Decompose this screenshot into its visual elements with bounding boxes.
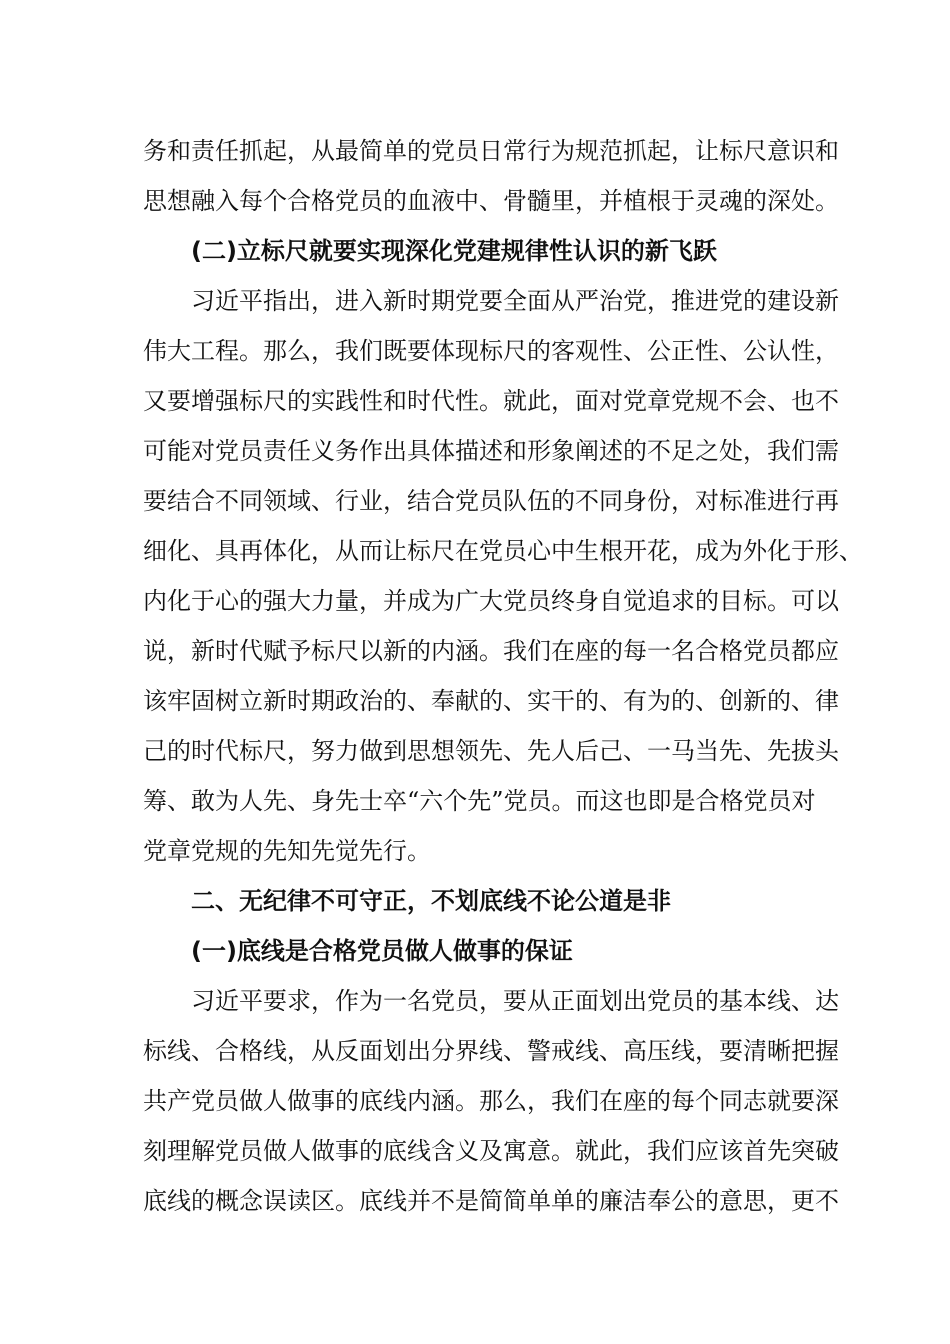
section-heading: (二)立标尺就要实现深化党建规律性认识的新飞跃: [191, 237, 717, 265]
paragraph-line: 党章党规的先知先觉先行。: [143, 837, 431, 865]
paragraph-line: 刻理解党员做人做事的底线含义及寓意。就此，我们应该首先突破: [143, 1137, 839, 1165]
paragraph-line: 习近平指出，进入新时期党要全面从严治党，推进党的建设新: [191, 287, 839, 315]
paragraph-line: 己的时代标尺，努力做到思想领先、先人后己、一马当先、先拔头: [143, 737, 839, 765]
paragraph-line: 底线的概念误读区。底线并不是简简单单的廉洁奉公的意思，更不: [143, 1187, 839, 1215]
paragraph-line: 思想融入每个合格党员的血液中、骨髓里，并植根于灵魂的深处。: [143, 187, 839, 215]
paragraph-line: 共产党员做人做事的底线内涵。那么，我们在座的每个同志就要深: [143, 1087, 839, 1115]
paragraph-line: 伟大工程。那么，我们既要体现标尺的客观性、公正性、公认性，: [143, 337, 839, 365]
paragraph-line: 筹、敢为人先、身先士卒“六个先”党员。而这也即是合格党员对: [143, 787, 816, 815]
paragraph-line: 该牢固树立新时期政治的、奉献的、实干的、有为的、创新的、律: [143, 687, 839, 715]
paragraph-line: 可能对党员责任义务作出具体描述和形象阐述的不足之处，我们需: [143, 437, 839, 465]
paragraph-line: 习近平要求，作为一名党员，要从正面划出党员的基本线、达: [191, 987, 839, 1015]
paragraph-line: 又要增强标尺的实践性和时代性。就此，面对党章党规不会、也不: [143, 387, 839, 415]
paragraph-line: 内化于心的强大力量，并成为广大党员终身自觉追求的目标。可以: [143, 587, 839, 615]
paragraph-line: 细化、具再体化，从而让标尺在党员心中生根开花，成为外化于形、: [143, 537, 863, 565]
chapter-heading: 二、无纪律不可守正，不划底线不论公道是非: [191, 887, 671, 915]
section-heading: (一)底线是合格党员做人做事的保证: [191, 937, 573, 965]
paragraph-line: 说，新时代赋予标尺以新的内涵。我们在座的每一名合格党员都应: [143, 637, 839, 665]
paragraph-line: 要结合不同领域、行业，结合党员队伍的不同身份，对标准进行再: [143, 487, 839, 515]
paragraph-line: 务和责任抓起，从最简单的党员日常行为规范抓起，让标尺意识和: [143, 137, 839, 165]
paragraph-line: 标线、合格线，从反面划出分界线、警戒线、高压线，要清晰把握: [143, 1037, 839, 1065]
